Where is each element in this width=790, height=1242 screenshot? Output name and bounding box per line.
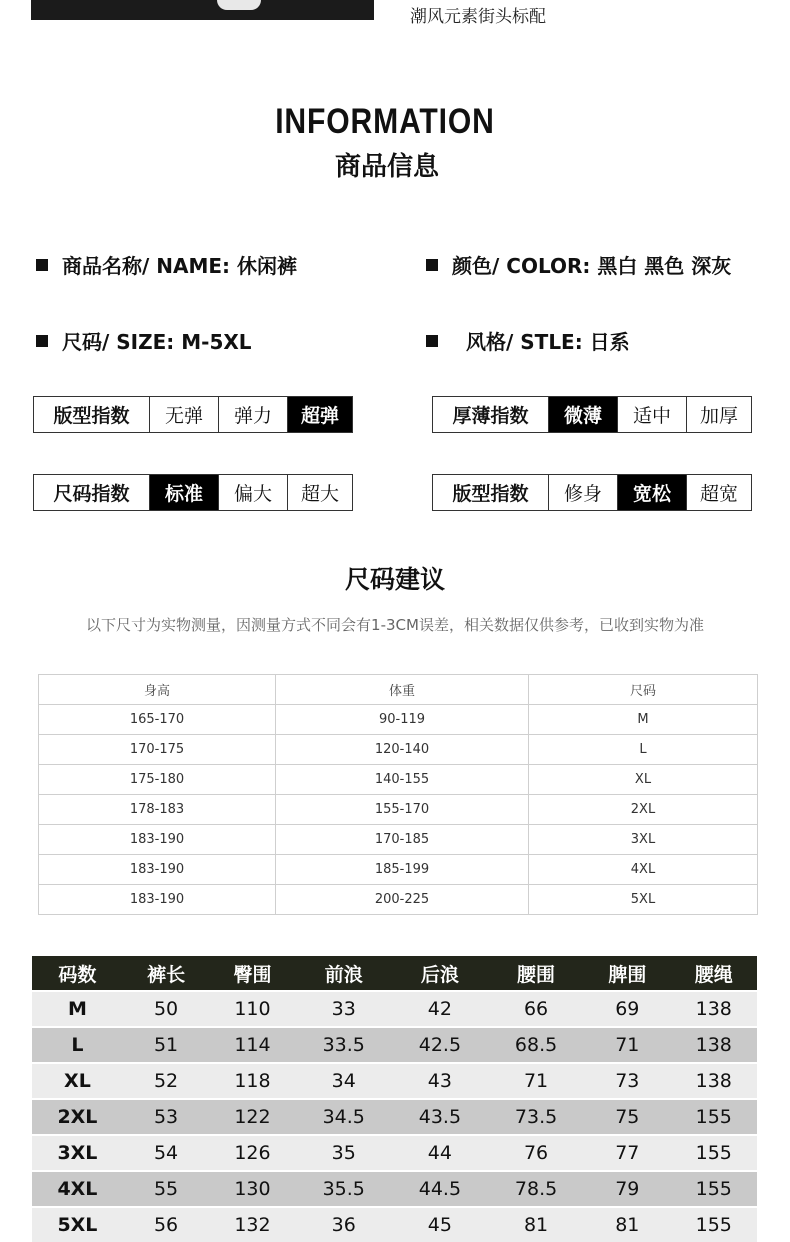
size-suggest-table — [38, 674, 758, 915]
table-row — [32, 1171, 757, 1207]
table-cell: 126 — [209, 1135, 295, 1171]
table-cell: 5XL — [529, 885, 758, 915]
table-cell: 76 — [488, 1135, 584, 1171]
table-row — [32, 1099, 757, 1135]
index-box-stretch — [33, 396, 353, 433]
bullet-square-icon — [426, 259, 438, 271]
table-cell: 175-180 — [39, 765, 276, 795]
table-row — [39, 705, 758, 735]
table-cell: 138 — [671, 1027, 757, 1063]
table-header-row — [39, 675, 758, 705]
table-cell: 73.5 — [488, 1099, 584, 1135]
table-cell: 183-190 — [39, 825, 276, 855]
table-cell: 73 — [584, 1063, 670, 1099]
table-cell: 68.5 — [488, 1027, 584, 1063]
index-option-selected: 微薄 — [549, 397, 618, 432]
table-header-cell: 码数 — [32, 956, 123, 991]
attr-size-text: 尺码/ SIZE: M-5XL — [62, 330, 252, 354]
table-cell: 138 — [671, 991, 757, 1027]
attr-style — [426, 326, 630, 355]
index-box-fit — [432, 474, 752, 511]
index-label: 尺码指数 — [34, 475, 150, 510]
table-cell: 35.5 — [296, 1171, 392, 1207]
information-subtitle: 商品信息 — [334, 152, 439, 182]
table-cell: 130 — [209, 1171, 295, 1207]
index-option: 加厚 — [699, 405, 738, 427]
table-cell: 170-175 — [39, 735, 276, 765]
index-option: 无弹 — [150, 397, 219, 432]
table-row — [32, 1027, 757, 1063]
table-cell: 42.5 — [392, 1027, 488, 1063]
table-cell: 44 — [392, 1135, 488, 1171]
size-measure-table — [32, 956, 757, 1242]
attr-color-text: 颜色/ COLOR: 黑白 黑色 深灰 — [452, 254, 732, 278]
table-row — [32, 1063, 757, 1099]
table-cell: M — [32, 991, 123, 1027]
table-cell: 178-183 — [39, 795, 276, 825]
table-cell: 132 — [209, 1207, 295, 1242]
table-cell: 52 — [123, 1063, 209, 1099]
table-cell: 35 — [296, 1135, 392, 1171]
table-cell: 34 — [296, 1063, 392, 1099]
index-option: 超大 — [300, 483, 339, 505]
table-cell: M — [529, 705, 758, 735]
table-header-cell: 脾围 — [584, 956, 670, 991]
table-cell: 5XL — [32, 1207, 123, 1242]
table-header-cell: 体重 — [276, 675, 529, 705]
table-header-cell: 前浪 — [296, 956, 392, 991]
table-cell: 122 — [209, 1099, 295, 1135]
table-cell: 42 — [392, 991, 488, 1027]
size-suggest-title: 尺码建议 — [344, 565, 445, 594]
index-label: 厚薄指数 — [433, 397, 549, 432]
index-option-selected: 标准 — [150, 475, 219, 510]
table-cell: 55 — [123, 1171, 209, 1207]
table-header-cell: 身高 — [39, 675, 276, 705]
table-header-cell: 腰绳 — [671, 956, 757, 991]
index-option: 修身 — [549, 475, 618, 510]
table-cell: L — [32, 1027, 123, 1063]
bullet-square-icon — [36, 335, 48, 347]
product-photo-fragment — [31, 0, 374, 20]
table-cell: 165-170 — [39, 705, 276, 735]
table-cell: 43.5 — [392, 1099, 488, 1135]
bullet-square-icon — [426, 335, 438, 347]
table-row — [32, 991, 757, 1027]
table-header-cell: 腰围 — [488, 956, 584, 991]
table-cell: 71 — [584, 1027, 670, 1063]
table-row — [39, 735, 758, 765]
table-cell: 118 — [209, 1063, 295, 1099]
information-title: INFORMATION — [275, 102, 495, 141]
table-header-cell: 尺码 — [529, 675, 758, 705]
table-header-cell: 臀围 — [209, 956, 295, 991]
table-cell: 183-190 — [39, 855, 276, 885]
attr-size — [36, 326, 252, 355]
photo-caption: 潮风元素街头标配 — [410, 7, 546, 27]
table-cell: 50 — [123, 991, 209, 1027]
table-cell: 200-225 — [276, 885, 529, 915]
table-cell: 183-190 — [39, 885, 276, 915]
index-box-size — [33, 474, 353, 511]
table-cell: 33 — [296, 991, 392, 1027]
table-cell: 140-155 — [276, 765, 529, 795]
table-cell: 51 — [123, 1027, 209, 1063]
table-header-row — [32, 956, 757, 991]
table-cell: 155 — [671, 1135, 757, 1171]
index-option-selected: 超弹 — [288, 397, 352, 432]
table-cell: 2XL — [529, 795, 758, 825]
table-cell: 138 — [671, 1063, 757, 1099]
table-cell: 53 — [123, 1099, 209, 1135]
table-cell: 155 — [671, 1099, 757, 1135]
table-row — [32, 1135, 757, 1171]
table-cell: 4XL — [529, 855, 758, 885]
attr-name-text: 商品名称/ NAME: 休闲裤 — [62, 254, 298, 278]
index-option: 弹力 — [219, 397, 288, 432]
index-option: 偏大 — [219, 475, 288, 510]
table-cell: 90-119 — [276, 705, 529, 735]
index-option-selected: 宽松 — [618, 475, 687, 510]
table-cell: XL — [32, 1063, 123, 1099]
index-box-thickness — [432, 396, 752, 433]
table-cell: 69 — [584, 991, 670, 1027]
table-row — [39, 885, 758, 915]
table-cell: 77 — [584, 1135, 670, 1171]
table-header-cell: 裤长 — [123, 956, 209, 991]
attr-color — [426, 250, 731, 279]
table-cell: 3XL — [32, 1135, 123, 1171]
table-cell: 66 — [488, 991, 584, 1027]
table-header-cell: 后浪 — [392, 956, 488, 991]
table-cell: 56 — [123, 1207, 209, 1242]
table-cell: 170-185 — [276, 825, 529, 855]
table-cell: 155 — [671, 1207, 757, 1242]
table-cell: 3XL — [529, 825, 758, 855]
table-cell: 81 — [584, 1207, 670, 1242]
table-row — [39, 765, 758, 795]
table-cell: 110 — [209, 991, 295, 1027]
table-cell: 75 — [584, 1099, 670, 1135]
index-label: 版型指数 — [433, 475, 549, 510]
attr-name — [36, 250, 297, 279]
index-label: 版型指数 — [34, 397, 150, 432]
attr-style-text: 风格/ STLE: 日系 — [466, 330, 630, 354]
table-cell: 114 — [209, 1027, 295, 1063]
table-row — [39, 795, 758, 825]
table-cell: XL — [529, 765, 758, 795]
table-cell: 36 — [296, 1207, 392, 1242]
table-cell: 120-140 — [276, 735, 529, 765]
table-cell: 79 — [584, 1171, 670, 1207]
index-option: 超宽 — [699, 483, 738, 505]
table-cell: 71 — [488, 1063, 584, 1099]
table-cell: 43 — [392, 1063, 488, 1099]
table-cell: L — [529, 735, 758, 765]
table-cell: 33.5 — [296, 1027, 392, 1063]
table-cell: 185-199 — [276, 855, 529, 885]
table-row — [39, 855, 758, 885]
size-suggest-note: 以下尺寸为实物测量，因测量方式不同会有1-3CM误差，相关数据仅供参考，已收到实物为准 — [86, 616, 704, 634]
bullet-square-icon — [36, 259, 48, 271]
table-cell: 44.5 — [392, 1171, 488, 1207]
table-cell: 54 — [123, 1135, 209, 1171]
index-option: 适中 — [618, 397, 687, 432]
table-cell: 45 — [392, 1207, 488, 1242]
table-cell: 34.5 — [296, 1099, 392, 1135]
table-cell: 4XL — [32, 1171, 123, 1207]
table-row — [39, 825, 758, 855]
table-cell: 78.5 — [488, 1171, 584, 1207]
table-cell: 2XL — [32, 1099, 123, 1135]
table-cell: 155 — [671, 1171, 757, 1207]
table-cell: 155-170 — [276, 795, 529, 825]
table-cell: 81 — [488, 1207, 584, 1242]
